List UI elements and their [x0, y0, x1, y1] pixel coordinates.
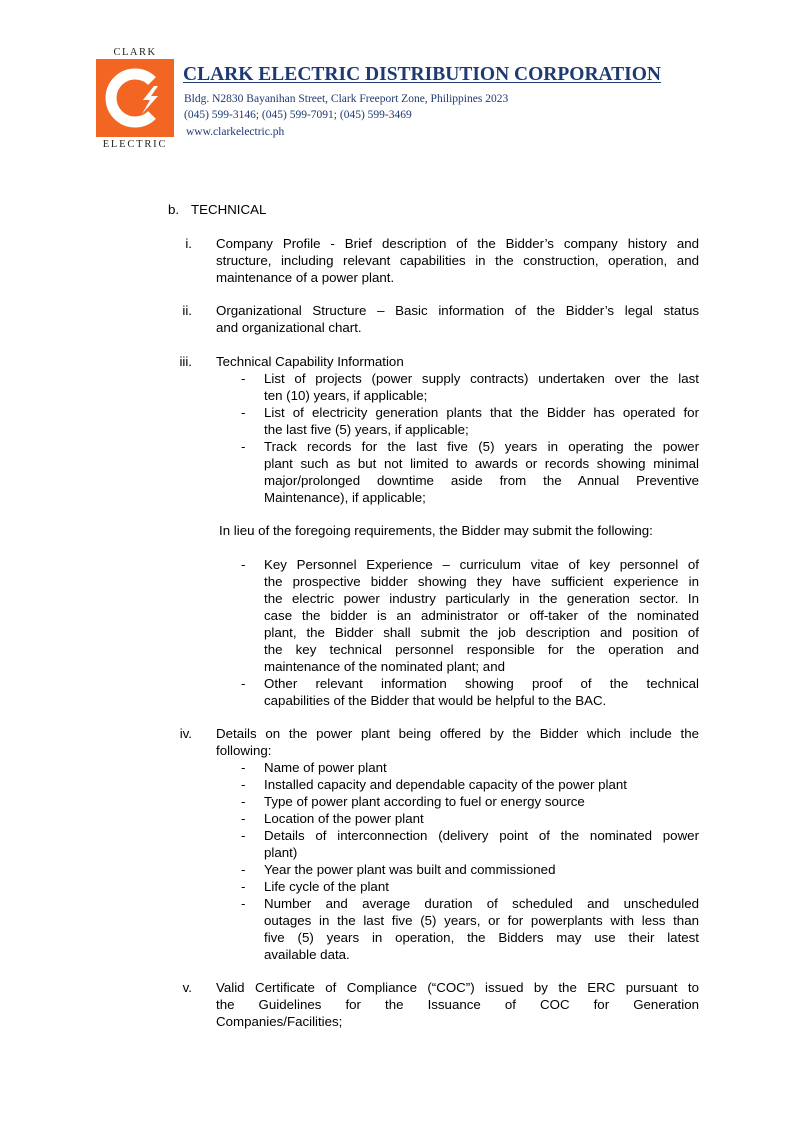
- section-marker: b.: [168, 202, 180, 217]
- bullet-line: ten (10) years, if applicable;: [264, 388, 428, 403]
- item-ii-line: Organizational Structure – Basic information of the Bidder’s legal status: [216, 303, 699, 318]
- bullet-line: available data.: [264, 947, 350, 962]
- item-i-line: structure, including relevant capabilities in the construction, operation, and: [216, 253, 699, 268]
- bullet-dash: -: [241, 777, 246, 792]
- logo-bottom-text: ELECTRIC: [102, 139, 168, 150]
- item-iv-line: Details on the power plant being offered by the Bidder which include the: [216, 726, 699, 741]
- bullet-dash: -: [241, 811, 246, 826]
- bullet-dash: -: [241, 405, 246, 420]
- item-i-line: Company Profile - Brief description of the Bidder’s company history and: [216, 236, 699, 251]
- item-v-line: the Guidelines for the Issuance of COC for Generation: [216, 997, 699, 1012]
- bullet-dash: -: [241, 676, 246, 691]
- bullet-dash: -: [241, 439, 246, 454]
- item-v-marker: v.: [182, 980, 192, 995]
- bullet-line: plant): [264, 845, 298, 860]
- company-phones: (045) 599-3146; (045) 599-7091; (045) 599-3469: [184, 109, 412, 121]
- bullet-line: List of electricity generation plants that the Bidder has operated for: [264, 405, 699, 420]
- item-ii-line: and organizational chart.: [216, 320, 362, 335]
- bullet-dash: -: [241, 879, 246, 894]
- bullet-line: Location of the power plant: [264, 811, 424, 826]
- item-i-marker: i.: [185, 236, 192, 251]
- bullet-line: Installed capacity and dependable capacity of the power plant: [264, 777, 627, 792]
- in-lieu-text: In lieu of the foregoing requirements, the Bidder may submit the following:: [219, 523, 653, 538]
- clark-electric-logo-icon: [96, 59, 174, 137]
- bullet-line: Other relevant information showing proof of the technical: [264, 676, 699, 691]
- bullet-line: major/prolonged downtime aside from the Annual Preventive: [264, 473, 699, 488]
- bullet-line: plant such as but not limited to awards or records showing minimal: [264, 456, 699, 471]
- bullet-dash: -: [241, 896, 246, 911]
- bullet-line: Year the power plant was built and commissioned: [264, 862, 556, 877]
- bullet-line: capabilities of the Bidder that would be helpful to the BAC.: [264, 693, 607, 708]
- item-i-line: maintenance of a power plant.: [216, 270, 395, 285]
- bullet-line: Number and average duration of scheduled and unscheduled: [264, 896, 699, 911]
- item-v-line: Valid Certificate of Compliance (“COC”) issued by the ERC pursuant to: [216, 980, 699, 995]
- bullet-line: Name of power plant: [264, 760, 387, 775]
- bullet-dash: -: [241, 828, 246, 843]
- bullet-line: Maintenance), if applicable;: [264, 490, 426, 505]
- bullet-dash: -: [241, 794, 246, 809]
- bullet-dash: -: [241, 760, 246, 775]
- bullet-line: List of projects (power supply contracts) undertaken over the last: [264, 371, 699, 386]
- item-iv-line: following:: [216, 743, 272, 758]
- bullet-line: outages in the last five (5) years, or for powerplants with less than: [264, 913, 699, 928]
- item-iii-marker: iii.: [179, 354, 192, 369]
- item-iii-title: Technical Capability Information: [216, 354, 404, 369]
- bullet-line: the electric power industry particularly in the generation sector. In: [264, 591, 699, 606]
- section-title: TECHNICAL: [191, 202, 267, 217]
- bullet-line: Key Personnel Experience – curriculum vitae of key personnel of: [264, 557, 699, 572]
- company-logo: [96, 47, 174, 151]
- item-v-line: Companies/Facilities;: [216, 1014, 343, 1029]
- bullet-line: the prospective bidder showing they have sufficient experience in: [264, 574, 699, 589]
- bullet-line: maintenance of the nominated plant; and: [264, 659, 505, 674]
- bullet-line: Life cycle of the plant: [264, 879, 389, 894]
- logo-top-text: CLARK: [113, 47, 157, 58]
- bullet-line: case the bidder is an administrator or off-taker of the nominated: [264, 608, 699, 623]
- item-iv-marker: iv.: [179, 726, 192, 741]
- bullet-dash: -: [241, 371, 246, 386]
- company-address: Bldg. N2830 Bayanihan Street, Clark Freeport Zone, Philippines 2023: [184, 93, 509, 105]
- company-website: www.clarkelectric.ph: [186, 126, 285, 138]
- bullet-line: plant, the Bidder shall submit the job description and position of: [264, 625, 699, 640]
- bullet-line: the key technical personnel responsible for the operation and: [264, 642, 699, 657]
- bullet-line: Type of power plant according to fuel or energy source: [264, 794, 585, 809]
- bullet-line: five (5) years in operation, the Bidders may use their latest: [264, 930, 699, 945]
- bullet-line: the last five (5) years, if applicable;: [264, 422, 469, 437]
- bullet-line: Track records for the last five (5) years in operating the power: [264, 439, 699, 454]
- bullet-dash: -: [241, 862, 246, 877]
- bullet-dash: -: [241, 557, 246, 572]
- item-ii-marker: ii.: [182, 303, 192, 318]
- company-name: CLARK ELECTRIC DISTRIBUTION CORPORATION: [183, 64, 662, 85]
- bullet-line: Details of interconnection (delivery point of the nominated power: [264, 828, 699, 843]
